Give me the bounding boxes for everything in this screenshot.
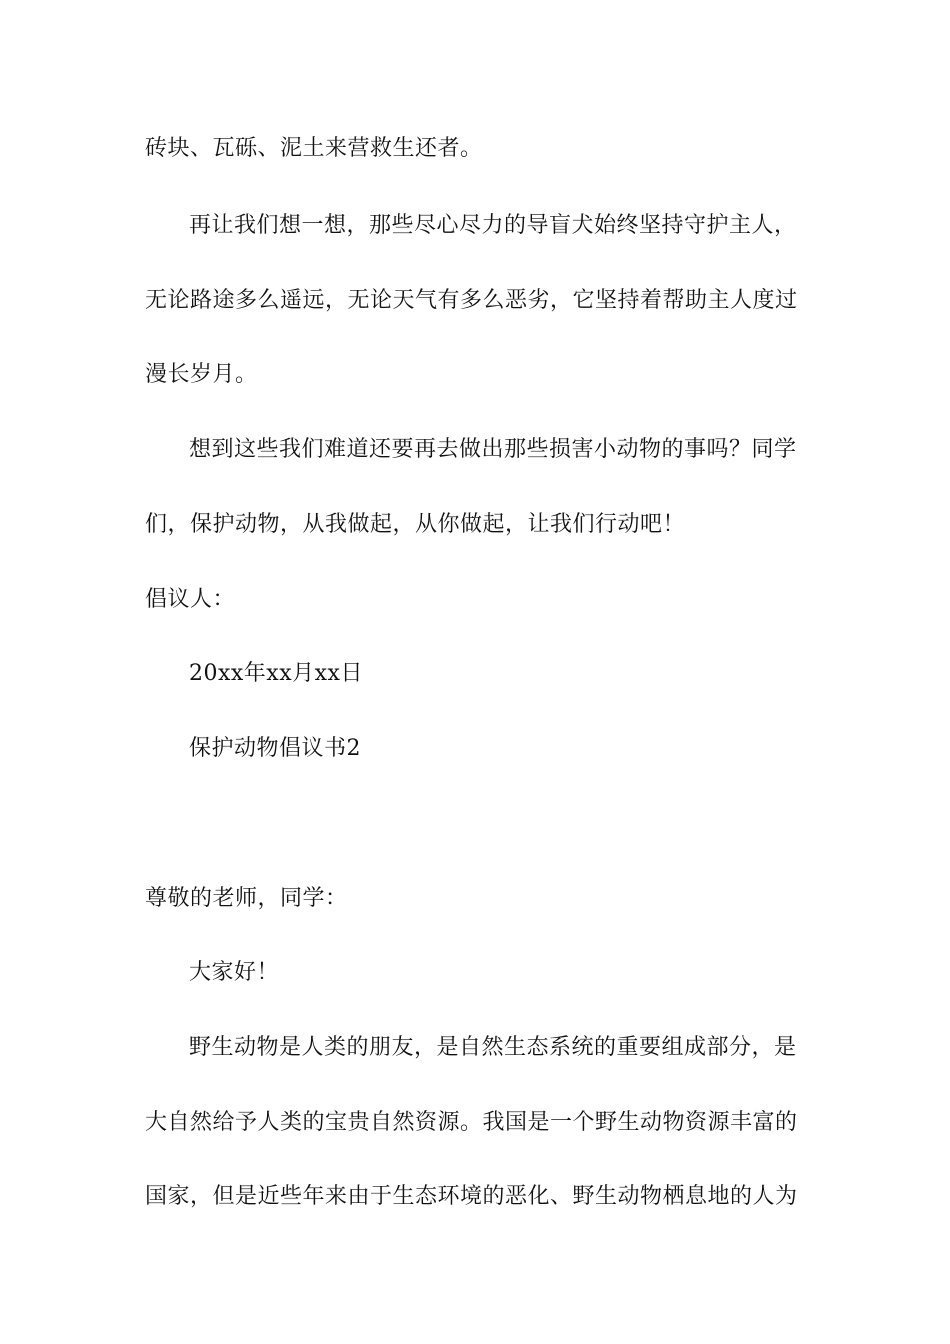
paragraph-line: 想到这些我们难道还要再去做出那些损害小动物的事吗？同学 <box>189 437 797 462</box>
paragraph-line: 漫长岁月。 <box>145 362 258 387</box>
salutation: 尊敬的老师，同学： <box>145 886 348 911</box>
initiator-label: 倡议人： <box>145 587 236 612</box>
paragraph-line: 国家，但是近些年来由于生态环境的恶化、野生动物栖息地的人为 <box>145 1184 798 1209</box>
section-title: 保护动物倡议书2 <box>189 736 361 761</box>
paragraph-line: 大自然给予人类的宝贵自然资源。我国是一个野生动物资源丰富的 <box>145 1110 798 1135</box>
paragraph-line: 再让我们想一想，那些尽心尽力的导盲犬始终坚持守护主人， <box>189 213 797 238</box>
paragraph-line: 野生动物是人类的朋友，是自然生态系统的重要组成部分，是 <box>189 1035 797 1060</box>
paragraph-line: 无论路途多么遥远，无论天气有多么恶劣，它坚持着帮助主人度过 <box>145 288 798 313</box>
date-line: 20xx年xx月xx日 <box>189 661 363 686</box>
paragraph-line: 们，保护动物，从我做起，从你做起，让我们行动吧！ <box>145 512 686 537</box>
paragraph-line: 砖块、瓦砾、泥土来营救生还者。 <box>145 136 483 161</box>
greeting: 大家好！ <box>189 960 280 985</box>
